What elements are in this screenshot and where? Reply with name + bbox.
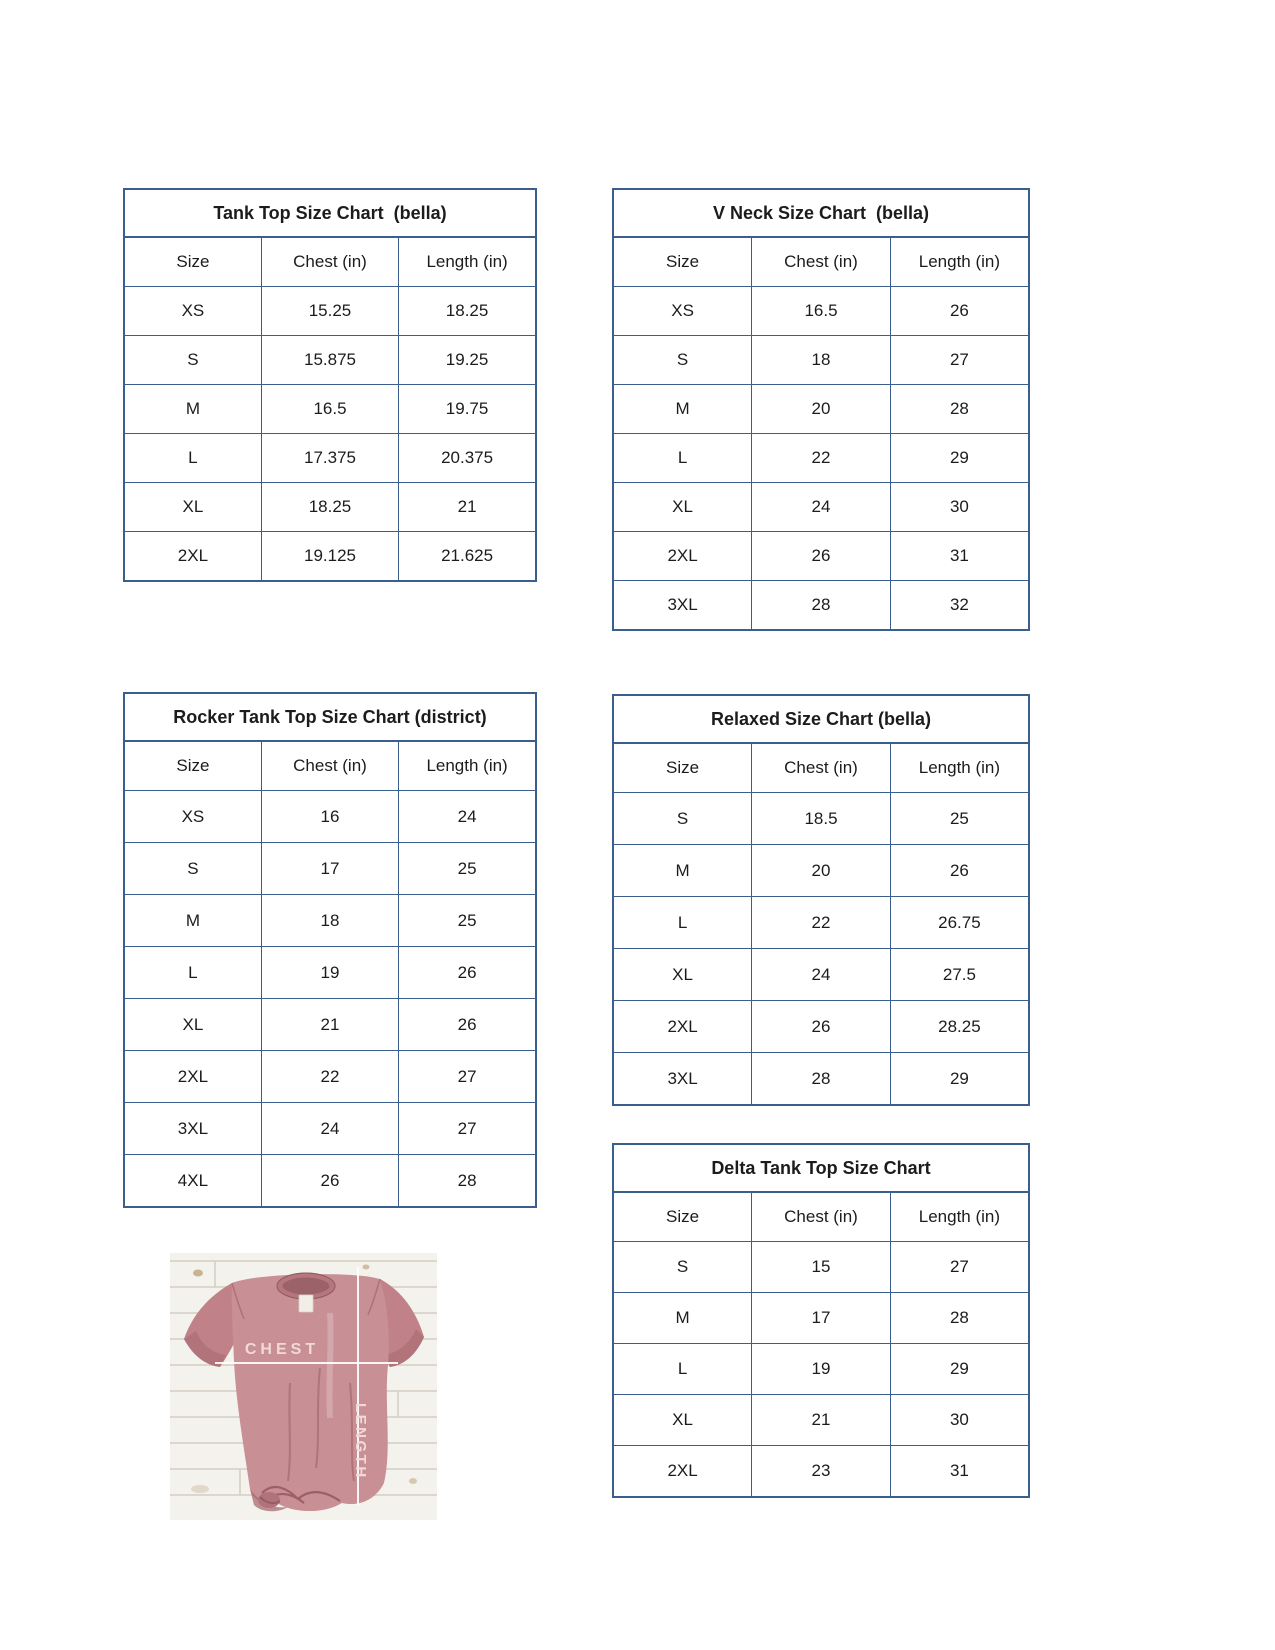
- table-row: [124, 791, 536, 843]
- table-cell: 28: [890, 1293, 1029, 1344]
- table-cell: L: [613, 897, 752, 949]
- table-row: [124, 947, 536, 999]
- column-header: Length (in): [890, 743, 1029, 793]
- table-cell: 21: [399, 483, 536, 532]
- table-row: [613, 1446, 1029, 1498]
- table-cell: 20: [752, 385, 891, 434]
- tank-top-size-table: [123, 188, 537, 582]
- table-cell: 23: [752, 1446, 891, 1498]
- chest-label: CHEST: [244, 1341, 320, 1358]
- header-row: [124, 741, 536, 791]
- table-row: [124, 895, 536, 947]
- table-cell: 15.25: [261, 287, 398, 336]
- table-cell: 16.5: [261, 385, 398, 434]
- table-cell: S: [613, 336, 752, 385]
- table-cell: 3XL: [613, 1053, 752, 1106]
- table-cell: 20: [752, 845, 891, 897]
- table-row: [613, 1001, 1029, 1053]
- table-row: [613, 434, 1029, 483]
- table-cell: 2XL: [613, 1001, 752, 1053]
- rocker-tank-size-table: [123, 692, 537, 1208]
- shirt-measurement-image: [170, 1253, 437, 1520]
- column-header: Chest (in): [261, 237, 398, 287]
- relaxed-size-table: [612, 694, 1030, 1106]
- table-cell: 4XL: [124, 1155, 261, 1208]
- column-header: Chest (in): [752, 743, 891, 793]
- table-cell: 15.875: [261, 336, 398, 385]
- table-cell: 24: [752, 483, 891, 532]
- table-cell: 17.375: [261, 434, 398, 483]
- column-header: Length (in): [890, 237, 1029, 287]
- table-cell: 18.25: [261, 483, 398, 532]
- column-header: Chest (in): [752, 1192, 891, 1242]
- table-cell: XL: [613, 949, 752, 1001]
- relaxed-bella-title: Relaxed Size Chart (bella): [613, 695, 1029, 743]
- table-cell: 22: [261, 1051, 398, 1103]
- column-header: Size: [124, 741, 261, 791]
- table-row: [124, 843, 536, 895]
- table-row: [613, 1344, 1029, 1395]
- table-cell: XL: [124, 483, 261, 532]
- tshirt-mockup-graphic: [170, 1253, 437, 1520]
- table-cell: 27: [890, 336, 1029, 385]
- table-row: [613, 1053, 1029, 1106]
- table-cell: 19.75: [399, 385, 536, 434]
- table-row: [613, 1242, 1029, 1293]
- table-cell: 30: [890, 483, 1029, 532]
- column-header: Size: [124, 237, 261, 287]
- table-cell: M: [613, 1293, 752, 1344]
- delta-tank-size-table: [612, 1143, 1030, 1498]
- table-cell: 2XL: [124, 532, 261, 582]
- table-section-v-neck: [612, 188, 1030, 631]
- table-cell: L: [124, 434, 261, 483]
- table-cell: 27.5: [890, 949, 1029, 1001]
- table-cell: 15: [752, 1242, 891, 1293]
- table-cell: 29: [890, 1344, 1029, 1395]
- column-header: Length (in): [890, 1192, 1029, 1242]
- table-cell: 20.375: [399, 434, 536, 483]
- table-cell: M: [124, 895, 261, 947]
- column-header: Size: [613, 743, 752, 793]
- table-cell: 26: [399, 999, 536, 1051]
- table-row: [124, 434, 536, 483]
- table-cell: 18: [261, 895, 398, 947]
- table-cell: 28: [752, 581, 891, 631]
- table-row: [613, 897, 1029, 949]
- table-cell: 2XL: [613, 1446, 752, 1498]
- table-cell: 25: [399, 895, 536, 947]
- table-cell: S: [613, 1242, 752, 1293]
- tank-top-bella-title: Tank Top Size Chart (bella): [124, 189, 536, 237]
- table-cell: 3XL: [613, 581, 752, 631]
- table-cell: M: [124, 385, 261, 434]
- table-row: [124, 287, 536, 336]
- table-cell: XS: [124, 791, 261, 843]
- table-cell: L: [613, 1344, 752, 1395]
- column-header: Length (in): [399, 237, 536, 287]
- table-cell: 27: [890, 1242, 1029, 1293]
- table-cell: 27: [399, 1103, 536, 1155]
- table-cell: XL: [613, 1395, 752, 1446]
- table-cell: XS: [124, 287, 261, 336]
- table-cell: 26: [890, 287, 1029, 336]
- rocker-tank-top-district-title: Rocker Tank Top Size Chart (district): [124, 693, 536, 741]
- table-row: [124, 999, 536, 1051]
- header-row: [613, 1192, 1029, 1242]
- table-cell: 31: [890, 1446, 1029, 1498]
- table-cell: 26: [261, 1155, 398, 1208]
- table-cell: 29: [890, 1053, 1029, 1106]
- table-row: [613, 532, 1029, 581]
- table-cell: 19.25: [399, 336, 536, 385]
- table-cell: 2XL: [124, 1051, 261, 1103]
- table-row: [124, 336, 536, 385]
- column-header: Chest (in): [261, 741, 398, 791]
- table-cell: 3XL: [124, 1103, 261, 1155]
- table-cell: 19.125: [261, 532, 398, 582]
- table-section-tank-top: [123, 188, 537, 582]
- table-cell: M: [613, 845, 752, 897]
- table-cell: 18.25: [399, 287, 536, 336]
- table-row: [613, 1395, 1029, 1446]
- table-cell: 26.75: [890, 897, 1029, 949]
- table-cell: 22: [752, 897, 891, 949]
- length-label: LENGTH: [352, 1403, 369, 1480]
- table-cell: 24: [261, 1103, 398, 1155]
- table-row: [613, 483, 1029, 532]
- table-row: [613, 1293, 1029, 1344]
- table-cell: 25: [890, 793, 1029, 845]
- table-section-rocker-tank: [123, 692, 537, 1208]
- delta-tank-top-title: Delta Tank Top Size Chart: [613, 1144, 1029, 1192]
- table-section-delta-tank: [612, 1143, 1030, 1498]
- table-cell: 19: [752, 1344, 891, 1395]
- table-row: [613, 845, 1029, 897]
- table-cell: S: [124, 336, 261, 385]
- table-cell: 28: [399, 1155, 536, 1208]
- table-cell: 26: [752, 1001, 891, 1053]
- table-cell: 2XL: [613, 532, 752, 581]
- column-header: Chest (in): [752, 237, 891, 287]
- table-cell: 16: [261, 791, 398, 843]
- table-row: [613, 336, 1029, 385]
- table-row: [613, 793, 1029, 845]
- table-cell: 28: [752, 1053, 891, 1106]
- table-cell: 17: [261, 843, 398, 895]
- column-header: Length (in): [399, 741, 536, 791]
- table-cell: 21: [752, 1395, 891, 1446]
- table-cell: L: [613, 434, 752, 483]
- table-row: [613, 949, 1029, 1001]
- table-cell: 30: [890, 1395, 1029, 1446]
- header-row: [613, 237, 1029, 287]
- table-row: [613, 385, 1029, 434]
- table-cell: 32: [890, 581, 1029, 631]
- table-cell: 26: [752, 532, 891, 581]
- table-cell: 24: [752, 949, 891, 1001]
- table-cell: 24: [399, 791, 536, 843]
- table-cell: 18: [752, 336, 891, 385]
- table-row: [124, 483, 536, 532]
- table-cell: 29: [890, 434, 1029, 483]
- table-cell: 27: [399, 1051, 536, 1103]
- table-cell: S: [613, 793, 752, 845]
- table-row: [613, 287, 1029, 336]
- table-row: [124, 1051, 536, 1103]
- table-row: [124, 385, 536, 434]
- table-cell: M: [613, 385, 752, 434]
- column-header: Size: [613, 1192, 752, 1242]
- table-cell: 17: [752, 1293, 891, 1344]
- header-row: [124, 237, 536, 287]
- column-header: Size: [613, 237, 752, 287]
- table-cell: 28: [890, 385, 1029, 434]
- table-cell: 26: [399, 947, 536, 999]
- table-row: [613, 581, 1029, 631]
- table-row: [124, 1155, 536, 1208]
- table-row: [124, 532, 536, 582]
- table-cell: 16.5: [752, 287, 891, 336]
- table-cell: L: [124, 947, 261, 999]
- header-row: [613, 743, 1029, 793]
- table-cell: 21: [261, 999, 398, 1051]
- table-cell: XS: [613, 287, 752, 336]
- table-cell: 21.625: [399, 532, 536, 582]
- v-neck-bella-title: V Neck Size Chart (bella): [613, 189, 1029, 237]
- table-row: [124, 1103, 536, 1155]
- table-cell: 26: [890, 845, 1029, 897]
- table-cell: 19: [261, 947, 398, 999]
- table-section-relaxed: [612, 694, 1030, 1106]
- table-cell: 31: [890, 532, 1029, 581]
- table-cell: 22: [752, 434, 891, 483]
- table-cell: 18.5: [752, 793, 891, 845]
- table-cell: XL: [613, 483, 752, 532]
- v-neck-size-table: [612, 188, 1030, 631]
- table-cell: 28.25: [890, 1001, 1029, 1053]
- table-cell: XL: [124, 999, 261, 1051]
- table-cell: 25: [399, 843, 536, 895]
- table-cell: S: [124, 843, 261, 895]
